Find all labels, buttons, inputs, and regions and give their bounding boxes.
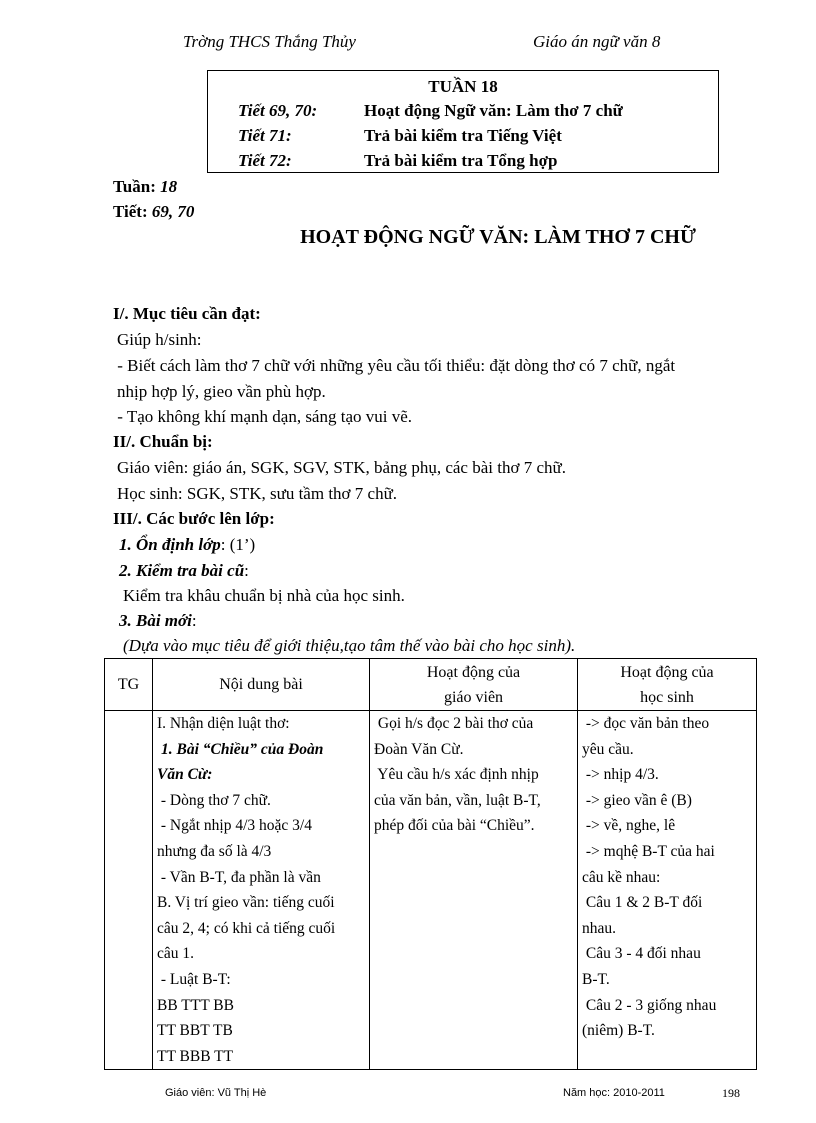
content-line: - Ngắt nhịp 4/3 hoặc 3/4 xyxy=(157,817,312,835)
content-line: - Luật B-T: xyxy=(157,970,231,988)
week-value: 18 xyxy=(160,177,178,196)
content-line: - Dòng thơ 7 chữ. xyxy=(157,791,271,809)
step-1-label: 1. Ổn định lớp xyxy=(119,535,221,554)
teacher-line: của văn bản, vần, luật B-T, xyxy=(374,791,541,809)
content-line: BB TTT BB xyxy=(157,996,234,1014)
content-line: câu 1. xyxy=(157,945,195,963)
step-1 xyxy=(119,535,255,555)
week-meta xyxy=(113,177,177,197)
section-2-line: Học sinh: SGK, STK, sưu tầm thơ 7 chữ. xyxy=(117,484,398,503)
period-meta xyxy=(113,202,194,222)
step-2-rest: : xyxy=(244,561,249,580)
student-line: Câu 1 & 2 B-T đối xyxy=(582,894,703,912)
content-cell xyxy=(153,711,370,1070)
lesson-title: HOẠT ĐỘNG NGỮ VĂN: LÀM THƠ 7 CHỮ xyxy=(300,226,696,248)
lesson-table xyxy=(104,658,757,1070)
content-heading: I. Nhận diện luật thơ: xyxy=(157,715,290,732)
student-line: (niêm) B-T. xyxy=(582,1022,655,1040)
student-line: Câu 2 - 3 giống nhau xyxy=(582,996,717,1014)
content-line: B. Vị trí gieo vần: tiếng cuối xyxy=(157,894,335,912)
period-value: 69, 70 xyxy=(151,202,195,221)
header-student-line-1: Hoạt động của xyxy=(620,663,714,681)
step-3-rest: : xyxy=(191,611,197,630)
header-teacher-line-2: giáo viên xyxy=(443,688,504,706)
student-line: -> nhịp 4/3. xyxy=(582,766,659,784)
content-line: câu 2, 4; có khi cả tiếng cuối xyxy=(157,919,336,937)
session-topic: Trả bài kiểm tra Tiếng Việt xyxy=(364,126,562,145)
header-tg: TG xyxy=(105,659,153,711)
student-line: -> gieo vần ê (B) xyxy=(582,791,692,809)
content-subheading: 1. Bài “Chiều” của Đoàn xyxy=(161,740,324,758)
content-line: nhưng đa số là 4/3 xyxy=(157,842,272,860)
section-1-line: Giúp h/sinh: xyxy=(117,330,202,349)
page-number: 198 xyxy=(722,1086,740,1100)
header-content: Nội dung bài xyxy=(153,659,370,711)
content-line: TT BBT TB xyxy=(157,1022,233,1040)
session-label: Tiết 72: xyxy=(238,151,292,170)
step-2-text: Kiểm tra khâu chuẩn bị nhà của học sinh. xyxy=(123,586,405,605)
section-3-heading: III/. Các bước lên lớp: xyxy=(113,509,275,528)
section-1-line: - Tạo không khí mạnh dạn, sáng tạo vui vẽ. xyxy=(113,407,413,426)
period-label: Tiết: xyxy=(113,202,148,221)
tg-cell xyxy=(105,711,153,1070)
header-teacher xyxy=(370,659,578,711)
session-topic: Hoạt động Ngữ văn: Làm thơ 7 chữ xyxy=(364,101,623,120)
step-1-rest: : (1’) xyxy=(220,535,256,554)
student-line: câu kề nhau: xyxy=(582,868,661,886)
session-topic: Trả bài kiểm tra Tổng hợp xyxy=(364,151,558,170)
content-lines xyxy=(157,788,365,1070)
header-student-line-2: học sinh xyxy=(640,688,694,706)
week-schedule-box xyxy=(207,70,719,173)
content-subheading: Văn Cừ: xyxy=(157,766,213,784)
student-line: -> về, nghe, lê xyxy=(582,817,676,835)
school-name: Trờng THCS Thắng Thủy xyxy=(183,32,356,51)
content-line: TT BBB TT xyxy=(157,1047,234,1065)
section-1-line: - Biết cách làm thơ 7 chữ với những yêu cầu tối thiểu: đặt dòng thơ có 7 chữ, ngắt xyxy=(113,356,676,375)
step-2-label: 2. Kiểm tra bài cũ xyxy=(119,561,245,580)
teacher-cell xyxy=(370,711,578,1070)
student-lines xyxy=(582,711,752,1044)
teacher-line: Gọi h/s đọc 2 bài thơ của xyxy=(374,715,534,732)
document-title: Giáo án ngữ văn 8 xyxy=(533,32,661,51)
section-1-line: nhịp hợp lý, gieo vần phù hợp. xyxy=(117,382,326,401)
student-line: Câu 3 - 4 đối nhau xyxy=(582,945,701,963)
step-3-label: 3. Bài mới xyxy=(119,611,192,630)
session-label: Tiết 71: xyxy=(238,126,292,145)
student-cell xyxy=(578,711,757,1070)
section-2-line: Giáo viên: giáo án, SGK, SGV, STK, bảng phụ, các bài thơ 7 chữ. xyxy=(117,458,566,477)
content-line: - Vần B-T, đa phần là vần xyxy=(157,868,321,886)
student-line: B-T. xyxy=(582,970,610,988)
session-label: Tiết 69, 70: xyxy=(238,101,318,120)
student-line: yêu cầu. xyxy=(582,740,634,758)
student-line: -> mqhệ B-T của hai xyxy=(582,842,715,860)
table-header-row xyxy=(105,659,757,711)
week-label: Tuần: xyxy=(113,177,156,196)
teacher-line: Đoàn Văn Cừ. xyxy=(374,740,464,758)
teacher-line: Yêu cầu h/s xác định nhịp xyxy=(374,766,539,784)
teacher-lines xyxy=(374,711,573,839)
section-1-heading: I/. Mục tiêu cần đạt: xyxy=(113,304,261,323)
table-row xyxy=(105,711,757,1070)
lesson-intro: (Dựa vào mục tiêu để giới thiệu,tạo tâm thế vào bài cho học sinh). xyxy=(123,636,576,655)
step-2 xyxy=(119,561,249,581)
student-line: nhau. xyxy=(582,919,617,937)
footer-teacher: Giáo viên: Vũ Thị Hè xyxy=(165,1087,267,1099)
step-3 xyxy=(119,611,197,631)
teacher-line: phép đối của bài “Chiều”. xyxy=(374,817,535,835)
header-teacher-line-1: Hoạt động của xyxy=(426,663,521,681)
section-2-heading: II/. Chuẩn bị: xyxy=(113,432,213,451)
student-line: -> đọc văn bản theo xyxy=(582,715,710,732)
week-box-title: TUẦN 18 xyxy=(428,77,498,96)
footer-year: Năm học: 2010-2011 xyxy=(563,1087,665,1099)
header-student xyxy=(578,659,757,711)
